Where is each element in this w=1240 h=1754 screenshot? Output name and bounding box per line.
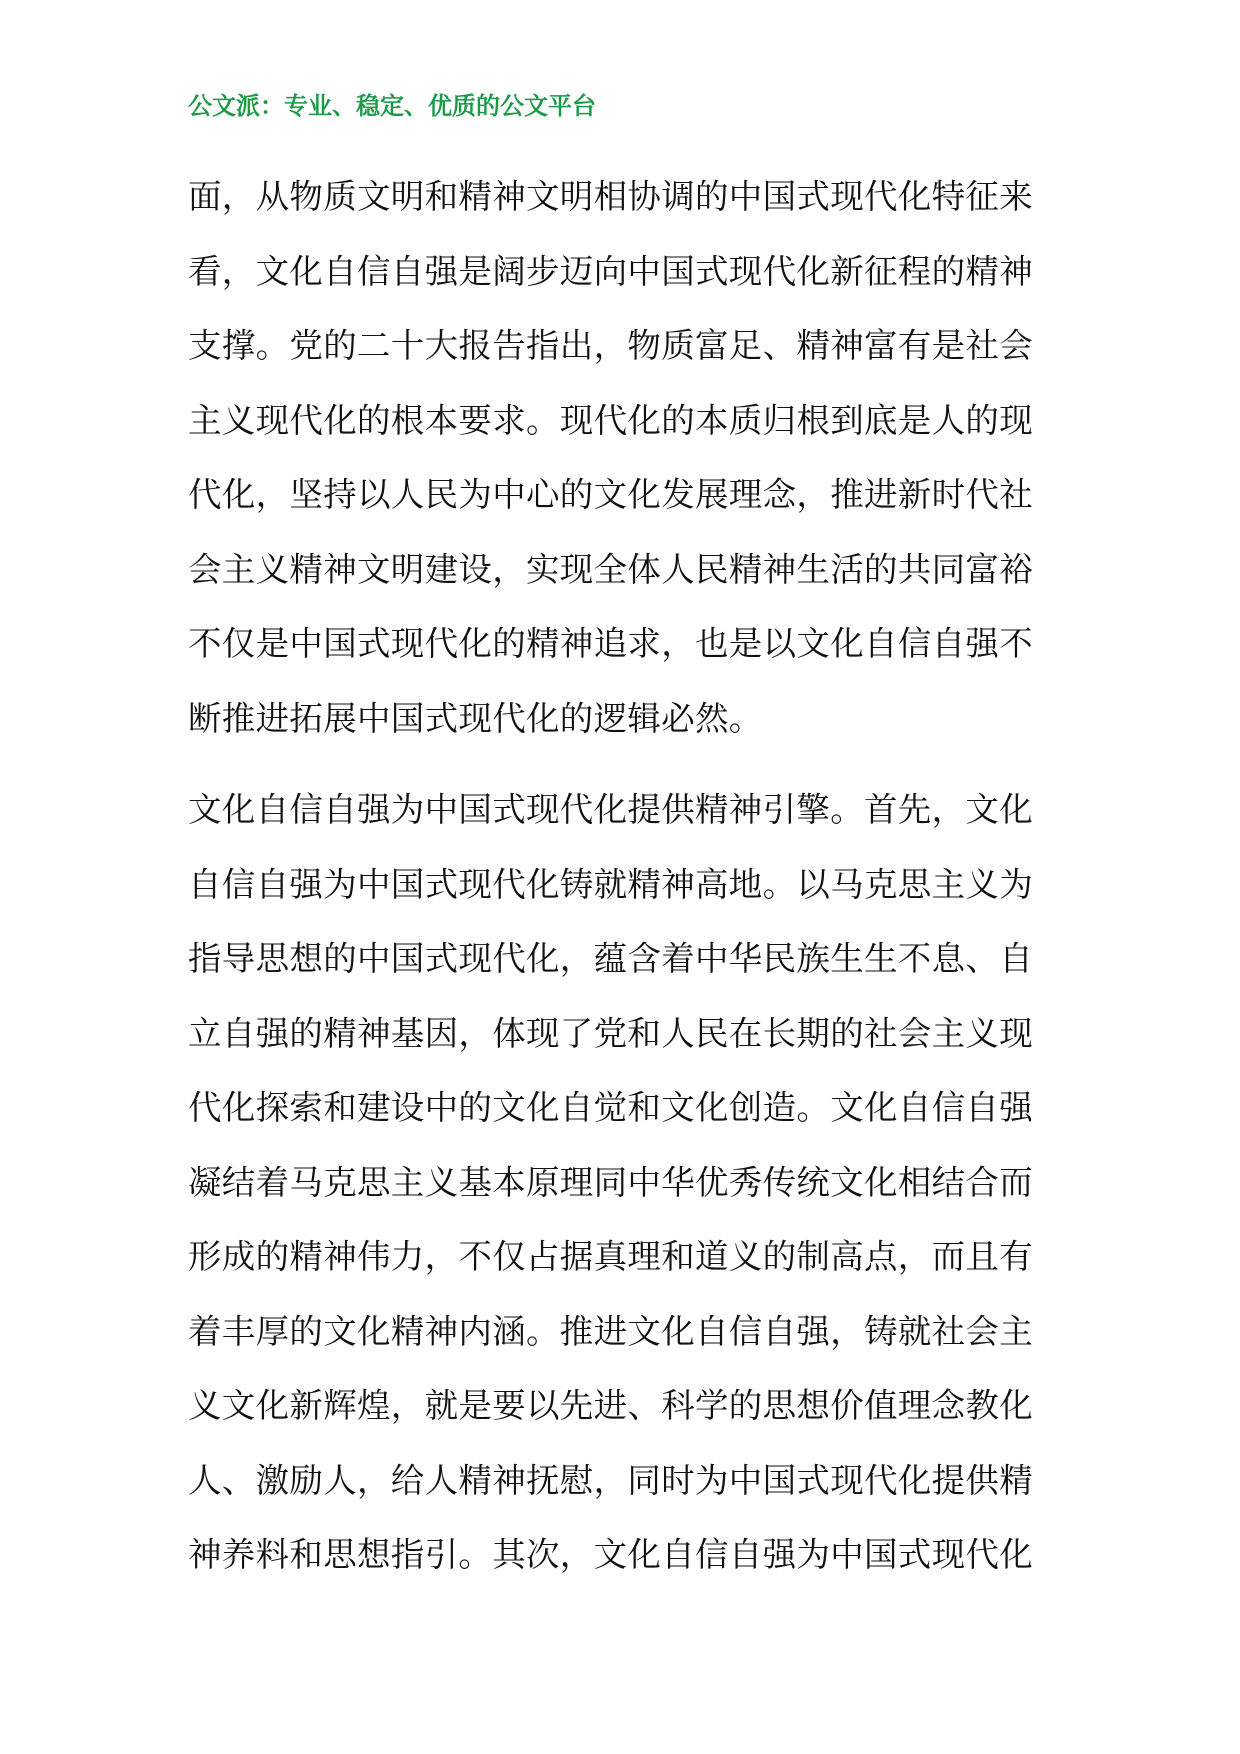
text-line: 凝结着马克思主义基本原理同中华优秀传统文化相结合而 — [188, 1162, 1033, 1202]
text-line: 代化探索和建设中的文化自觉和文化创造。文化自信自强 — [188, 1088, 1033, 1127]
text-line: 立自强的精神基因，体现了党和人民在长期的社会主义现 — [188, 1013, 1033, 1053]
text-line: 会主义精神文明建设，实现全体人民精神生活的共同富裕 — [188, 549, 1033, 589]
text-line: 义文化新辉煌，就是要以先进、科学的思想价值理念教化 — [188, 1386, 1033, 1425]
text-line: 主义现代化的根本要求。现代化的本质归根到底是人的现 — [188, 400, 1033, 440]
paragraph-2 — [188, 773, 1068, 1593]
text-line: 不仅是中国式现代化的精神追求，也是以文化自信自强不 — [188, 624, 1033, 663]
paragraph-1 — [188, 160, 1068, 756]
text-line: 着丰厚的文化精神内涵。推进文化自信自强，铸就社会主 — [188, 1311, 1033, 1351]
header-banner: 公文派：专业、稳定、优质的公文平台 — [188, 92, 596, 120]
text-line: 神养料和思想指引。其次，文化自信自强为中国式现代化 — [188, 1535, 1033, 1574]
text-line: 自信自强为中国式现代化铸就精神高地。以马克思主义为 — [188, 864, 1033, 904]
text-line: 代化，坚持以人民为中心的文化发展理念，推进新时代社 — [188, 475, 1033, 514]
text-line: 支撑。党的二十大报告指出，物质富足、精神富有是社会 — [188, 326, 1033, 365]
text-line: 形成的精神伟力，不仅占据真理和道义的制高点，而且有 — [188, 1237, 1033, 1276]
text-line: 指导思想的中国式现代化，蕴含着中华民族生生不息、自 — [188, 939, 1033, 978]
text-line: 面，从物质文明和精神文明相协调的中国式现代化特征来 — [188, 177, 1033, 216]
text-line: 看，文化自信自强是阔步迈向中国式现代化新征程的精神 — [188, 251, 1033, 291]
text-line: 文化自信自强为中国式现代化提供精神引擎。首先，文化 — [188, 790, 1033, 829]
text-line: 断推进拓展中国式现代化的逻辑必然。 — [188, 698, 763, 738]
text-line: 人、激励人，给人精神抚慰，同时为中国式现代化提供精 — [188, 1460, 1033, 1500]
